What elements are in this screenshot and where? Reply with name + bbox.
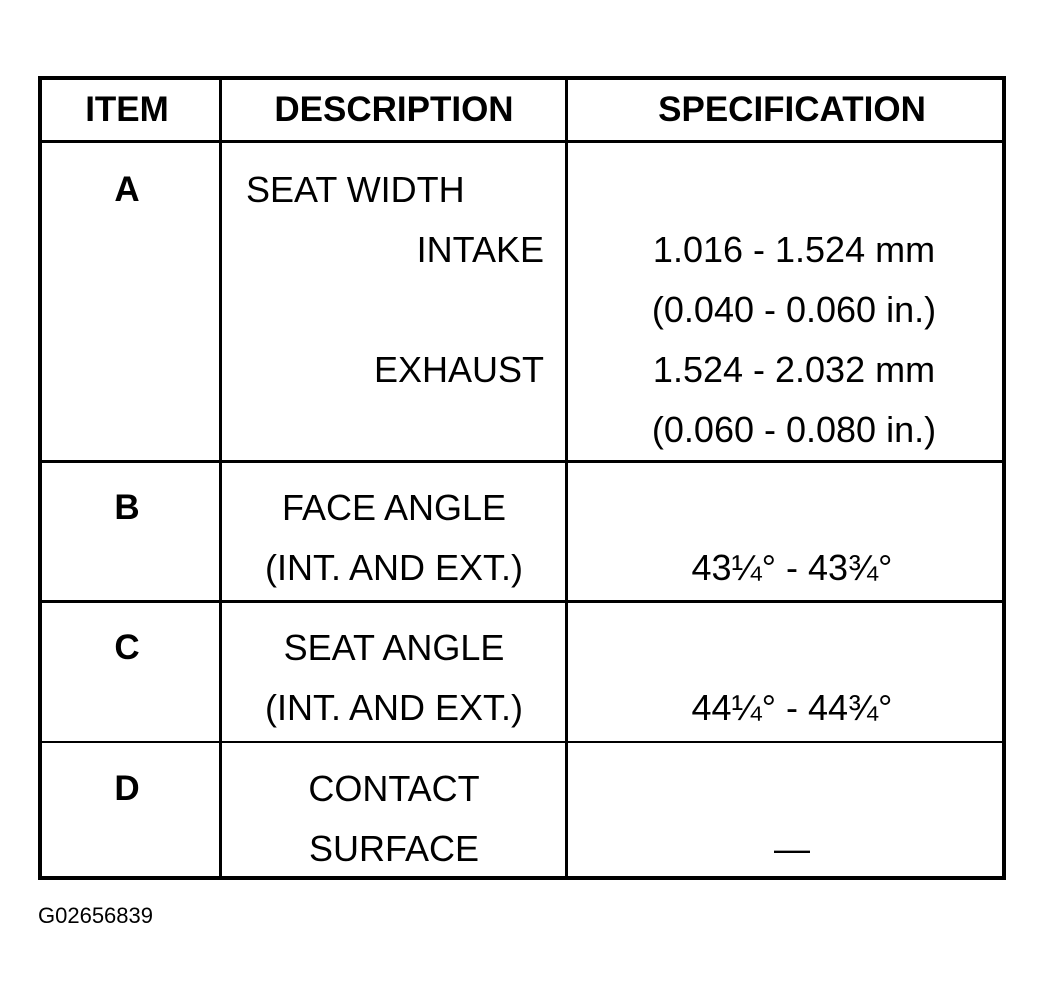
seat-angle-qualifier: (INT. AND EXT.) <box>264 687 524 728</box>
seat-angle-label: SEAT ANGLE <box>283 627 505 668</box>
table-row-a <box>42 143 1002 463</box>
item-c: C <box>114 628 140 667</box>
seat-angle-spec: 44¼° - 44¾° <box>691 687 893 728</box>
header-row <box>42 80 1002 143</box>
table-row-d <box>42 743 1002 880</box>
intake-label: INTAKE <box>416 229 544 270</box>
surface-label: SURFACE <box>308 828 480 869</box>
figure-id: G02656839 <box>38 903 153 928</box>
item-b: B <box>114 488 140 527</box>
header-description: DESCRIPTION <box>274 90 514 129</box>
spec-table <box>38 76 1006 880</box>
face-angle-label: FACE ANGLE <box>281 487 507 528</box>
item-a: A <box>114 170 140 209</box>
intake-spec-in: (0.040 - 0.060 in.) <box>651 289 937 330</box>
exhaust-label: EXHAUST <box>373 349 544 390</box>
header-specification: SPECIFICATION <box>658 90 926 129</box>
face-angle-spec: 43¼° - 43¾° <box>691 547 893 588</box>
header-item: ITEM <box>85 90 169 129</box>
table-row-b <box>42 463 1002 603</box>
face-angle-qualifier: (INT. AND EXT.) <box>264 547 524 588</box>
exhaust-spec-mm: 1.524 - 2.032 mm <box>652 349 936 390</box>
item-d: D <box>114 769 140 808</box>
contact-surface-spec: — <box>774 828 810 869</box>
intake-spec-mm: 1.016 - 1.524 mm <box>652 229 936 270</box>
seat-width-label: SEAT WIDTH <box>246 169 465 210</box>
exhaust-spec-in: (0.060 - 0.080 in.) <box>651 409 937 450</box>
contact-label: CONTACT <box>308 768 480 809</box>
table-row-c <box>42 603 1002 743</box>
